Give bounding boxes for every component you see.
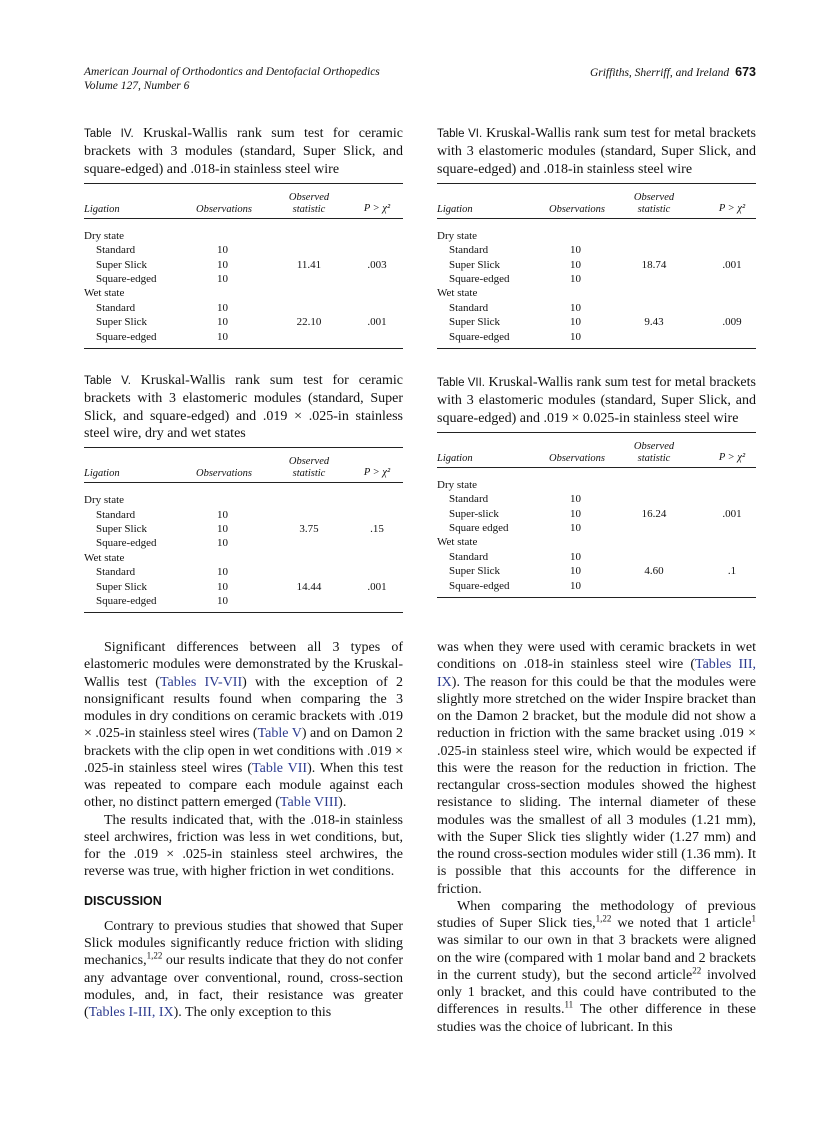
cell-p: .009 [722,316,742,329]
cell-ligation: Dry state [437,478,478,491]
cell-observations: 10 [217,244,228,257]
col-header-statistic: Observed [288,456,330,468]
table-row [84,272,403,286]
cell-statistic: 14.44 [296,580,322,593]
cell-observations: 10 [570,507,581,520]
table-header [84,454,403,482]
table-row [437,330,756,344]
cell-ligation: Super Slick [96,258,148,271]
table-row [437,507,756,521]
table-body [84,219,403,348]
table-row [437,301,756,315]
table-rule [437,432,756,433]
citation-superscript: 11 [564,999,574,1010]
cell-ligation: Super Slick [96,580,148,593]
col-header-p: P > χ² [718,451,746,463]
body-column-right [437,639,756,1036]
cell-ligation: Wet state [84,287,125,300]
cell-observations: 10 [570,579,581,592]
authors: Griffiths, Sherriff, and Ireland [589,67,730,79]
cell-ligation: Square edged [449,522,509,535]
table-reference-link[interactable]: Tables III, IX [437,657,756,690]
table-caption [84,125,403,178]
cell-ligation: Standard [96,244,136,257]
table-row [437,272,756,286]
table-caption-text: Kruskal-Wallis rank sum test for metal brackets with 3 elastomeric modules (standard, Super Slick, and square-edged) and .019 × 0.025-in stainless steel wire [437,375,756,426]
cell-ligation: Square-edged [449,273,510,286]
table-row [84,580,403,594]
table-label: Table VII. [437,377,485,389]
cell-ligation: Dry state [437,229,478,242]
table-rule [437,348,756,349]
cell-observations: 10 [217,594,228,607]
table-row [84,229,403,243]
cell-observations: 10 [217,580,228,593]
cell-observations: 10 [570,301,581,314]
table-row [84,286,403,300]
citation-superscript: 22 [692,965,702,976]
cell-ligation: Square-edged [449,579,510,592]
cell-observations: 10 [570,493,581,506]
running-header-left [84,65,380,93]
table-row [84,536,403,550]
col-header-ligation: Ligation [84,203,120,215]
table-caption [437,125,756,178]
table-reference-link[interactable]: Tables IV-VII [159,674,243,690]
cell-ligation: Super Slick [96,522,148,535]
cell-observations: 10 [217,273,228,286]
cell-statistic: 11.41 [296,258,322,271]
col-header-p: P > χ² [718,202,746,214]
col-header-observations: Observations [196,203,252,215]
table-row [437,579,756,593]
table-row [84,565,403,579]
col-header-ligation: Ligation [437,452,473,464]
citation-superscript: 1,22 [595,913,612,924]
col-header-ligation: Ligation [84,468,120,480]
table-reference-link[interactable]: Table VIII [279,795,339,811]
table-label: Table IV. [84,128,134,140]
cell-ligation: Super Slick [449,258,501,271]
journal-volume: Volume 127, Number 6 [84,80,190,92]
paragraph: When comparing the methodology of previous studies of Super Slick ties,$^{1,22}$ we noted that 1 article$^1$ was similar to our own in that 3 brackets were aligned on the wire (compared with 1 molar band and 2 brackets in the current study), but the second article$^{22}$ involved only 1 bracket, and this could have contributed to the differences in results.$^{11}$ The other difference in these studies was the choice of lubricant. In this [437,898,756,1035]
table-row [84,594,403,608]
cell-observations: 10 [217,330,228,343]
cell-ligation: Super Slick [449,565,501,578]
cell-ligation: Standard [449,301,489,314]
cell-observations: 10 [570,550,581,563]
table-label: Table V. [84,375,131,387]
col-header-p: P > χ² [363,202,391,214]
cell-observations: 10 [217,522,228,535]
cell-observations: 10 [217,537,228,550]
cell-p: .001 [722,507,742,520]
table-header [437,190,756,218]
table-row [437,564,756,578]
table-body [437,219,756,348]
cell-observations: 10 [217,316,228,329]
table-row [437,258,756,272]
table-row [84,522,403,536]
cell-ligation: Standard [449,493,489,506]
table-rule [84,348,403,349]
cell-ligation: Square-edged [96,594,157,607]
table-caption [84,372,403,442]
cell-ligation: Super-slick [449,507,499,520]
cell-observations: 10 [217,566,228,579]
cell-observations: 10 [570,244,581,257]
col-header-observations: Observations [196,468,252,480]
col-header-observations: Observations [549,203,605,215]
table-caption-text: Kruskal-Wallis rank sum test for metal brackets with 3 elastomeric modules (standard, Super Slick, and square-edged) and .018-in stainless steel wire [437,126,756,177]
cell-ligation: Square-edged [96,330,157,343]
cell-statistic: 3.75 [299,522,319,535]
cell-p: .15 [370,522,384,535]
cell-ligation: Standard [96,508,136,521]
table-row [84,551,403,565]
cell-statistic: 4.60 [644,565,664,578]
cell-observations: 10 [570,522,581,535]
table-reference-link[interactable]: Tables I-III, IX [88,1005,174,1020]
cell-observations: 10 [570,258,581,271]
table-v [84,372,403,613]
table-header [437,439,756,467]
cell-observations: 10 [570,316,581,329]
table-vii [437,374,756,598]
table-row [84,493,403,507]
cell-statistic: 9.43 [644,316,664,329]
table-caption [437,374,756,427]
col-header-statistic-2: statistic [292,203,326,215]
cell-observations: 10 [570,565,581,578]
cell-statistic: 18.74 [641,258,667,271]
table-reference-link[interactable]: Table VII [252,760,308,776]
cell-ligation: Standard [96,566,136,579]
col-header-p: P > χ² [363,467,391,479]
paragraph: The results indicated that, with the .018-in stainless steel archwires, friction was less in wet conditions, but, for the .019 × .025-in stainless steel archwires, the reverse was true, with higher friction in wet conditions. [84,812,403,880]
table-caption-text: Kruskal-Wallis rank sum test for ceramic brackets with 3 modules (standard, Super Slick, and square-edged) and .018-in stainless steel wire [84,126,403,177]
table-row [84,315,403,329]
table-body [437,468,756,597]
table-header [84,190,403,218]
section-heading: DISCUSSION [84,893,162,908]
cell-ligation: Dry state [84,494,125,507]
table-row [437,521,756,535]
table-row [84,258,403,272]
table-rule [84,612,403,613]
table-reference-link[interactable]: Table V [257,726,302,742]
cell-observations: 10 [570,273,581,286]
paragraph: Significant differences between all 3 types of elastomeric modules were demonstrated by the Kruskal-Wallis test (Tables IV-VII) with the exception of 2 nonsignificant results found when comparing the 3 modules in dry conditions on ceramic brackets with .019 × .025-in stainless steel wires (Table V) and on Damon 2 brackets with the clip open in wet conditions with .019 × .025-in stainless steel wires (Table VII). When this test was repeated to compare each module against each other, no distinct pattern emerged (Table VIII). [84,640,403,811]
table-rule [84,183,403,184]
cell-p: .001 [722,258,742,271]
cell-ligation: Square-edged [449,330,510,343]
running-header-right [590,65,756,80]
cell-ligation: Square-edged [96,537,157,550]
cell-observations: 10 [217,508,228,521]
table-row [437,535,756,549]
table-row [437,229,756,243]
col-header-statistic: Observed [633,191,675,203]
cell-observations: 10 [217,301,228,314]
table-row [84,508,403,522]
cell-ligation: Super Slick [96,316,148,329]
cell-ligation: Wet state [84,551,125,564]
table-rule [437,183,756,184]
body-column-left [84,639,403,1021]
citation-superscript: 1,22 [146,950,163,961]
journal-title: American Journal of Orthodontics and Dentofacial Orthopedics [84,66,380,78]
cell-statistic: 16.24 [641,507,667,520]
table-row [437,550,756,564]
table-row [84,330,403,344]
paragraph: Contrary to previous studies that showed that Super Slick modules significantly reduce friction with sliding mechanics,$^{1,22}$ our results indicate that they do not confer any advantage over conventional, round, cross-section modules, and, in fact, their resistance was greater (Tables I-III, IX). The only exception to this [84,918,403,1020]
cell-p: .003 [367,258,387,271]
cell-ligation: Super Slick [449,316,501,329]
col-header-ligation: Ligation [437,203,473,215]
cell-p: .001 [367,580,387,593]
page-number: 673 [735,65,756,79]
cell-observations: 10 [570,330,581,343]
table-row [437,478,756,492]
col-header-statistic: Observed [288,191,330,203]
table-row [437,286,756,300]
cell-ligation: Wet state [437,536,478,549]
table-iv [84,125,403,349]
col-header-statistic-2: statistic [292,468,326,480]
col-header-statistic-2: statistic [637,452,671,464]
cell-observations: 10 [217,258,228,271]
table-row [437,492,756,506]
col-header-statistic-2: statistic [637,203,671,215]
cell-ligation: Dry state [84,229,125,242]
cell-ligation: Wet state [437,287,478,300]
cell-p: .001 [367,316,387,329]
table-row [84,243,403,257]
table-label: Table VI. [437,128,483,140]
table-vi [437,125,756,349]
col-header-statistic: Observed [633,440,675,452]
cell-ligation: Square-edged [96,273,157,286]
paragraph: was when they were used with ceramic brackets in wet conditions on .018-in stainless steel wire (Tables III, IX). The reason for this could be that the modules were slightly more stretched on the wider Inspire bracket than on the Damon 2 bracket, but the module did not show a reduction in friction with the same bracket using .019 × .025-in stainless steel wire, which would be expected if this were the reason for the reduction in friction. The rectangular cross-section modules showed the highest resistance to sliding. The internal diameter of these modules was the smallest of all 3 modules (1.21 mm), with the Super Slick ties slightly wider (1.27 mm) and the round cross-section modules wider still (1.36 mm). It is possible that this accounts for the difference in friction. [437,640,756,897]
table-rule [437,597,756,598]
col-header-observations: Observations [549,452,605,464]
table-caption-text: Kruskal-Wallis rank sum test for ceramic brackets with 3 elastomeric modules (standard, Super Slick, and square-edged) and .019 × .025-in stainless steel wire, dry and wet states [84,373,404,441]
table-body [84,483,403,612]
cell-ligation: Standard [449,244,489,257]
cell-ligation: Standard [96,301,136,314]
cell-statistic: 22.10 [296,316,322,329]
table-row [84,301,403,315]
cell-p: .1 [727,565,737,578]
table-rule [84,447,403,448]
cell-ligation: Standard [449,550,489,563]
table-row [437,243,756,257]
table-row [437,315,756,329]
citation-superscript: 1 [751,913,756,924]
